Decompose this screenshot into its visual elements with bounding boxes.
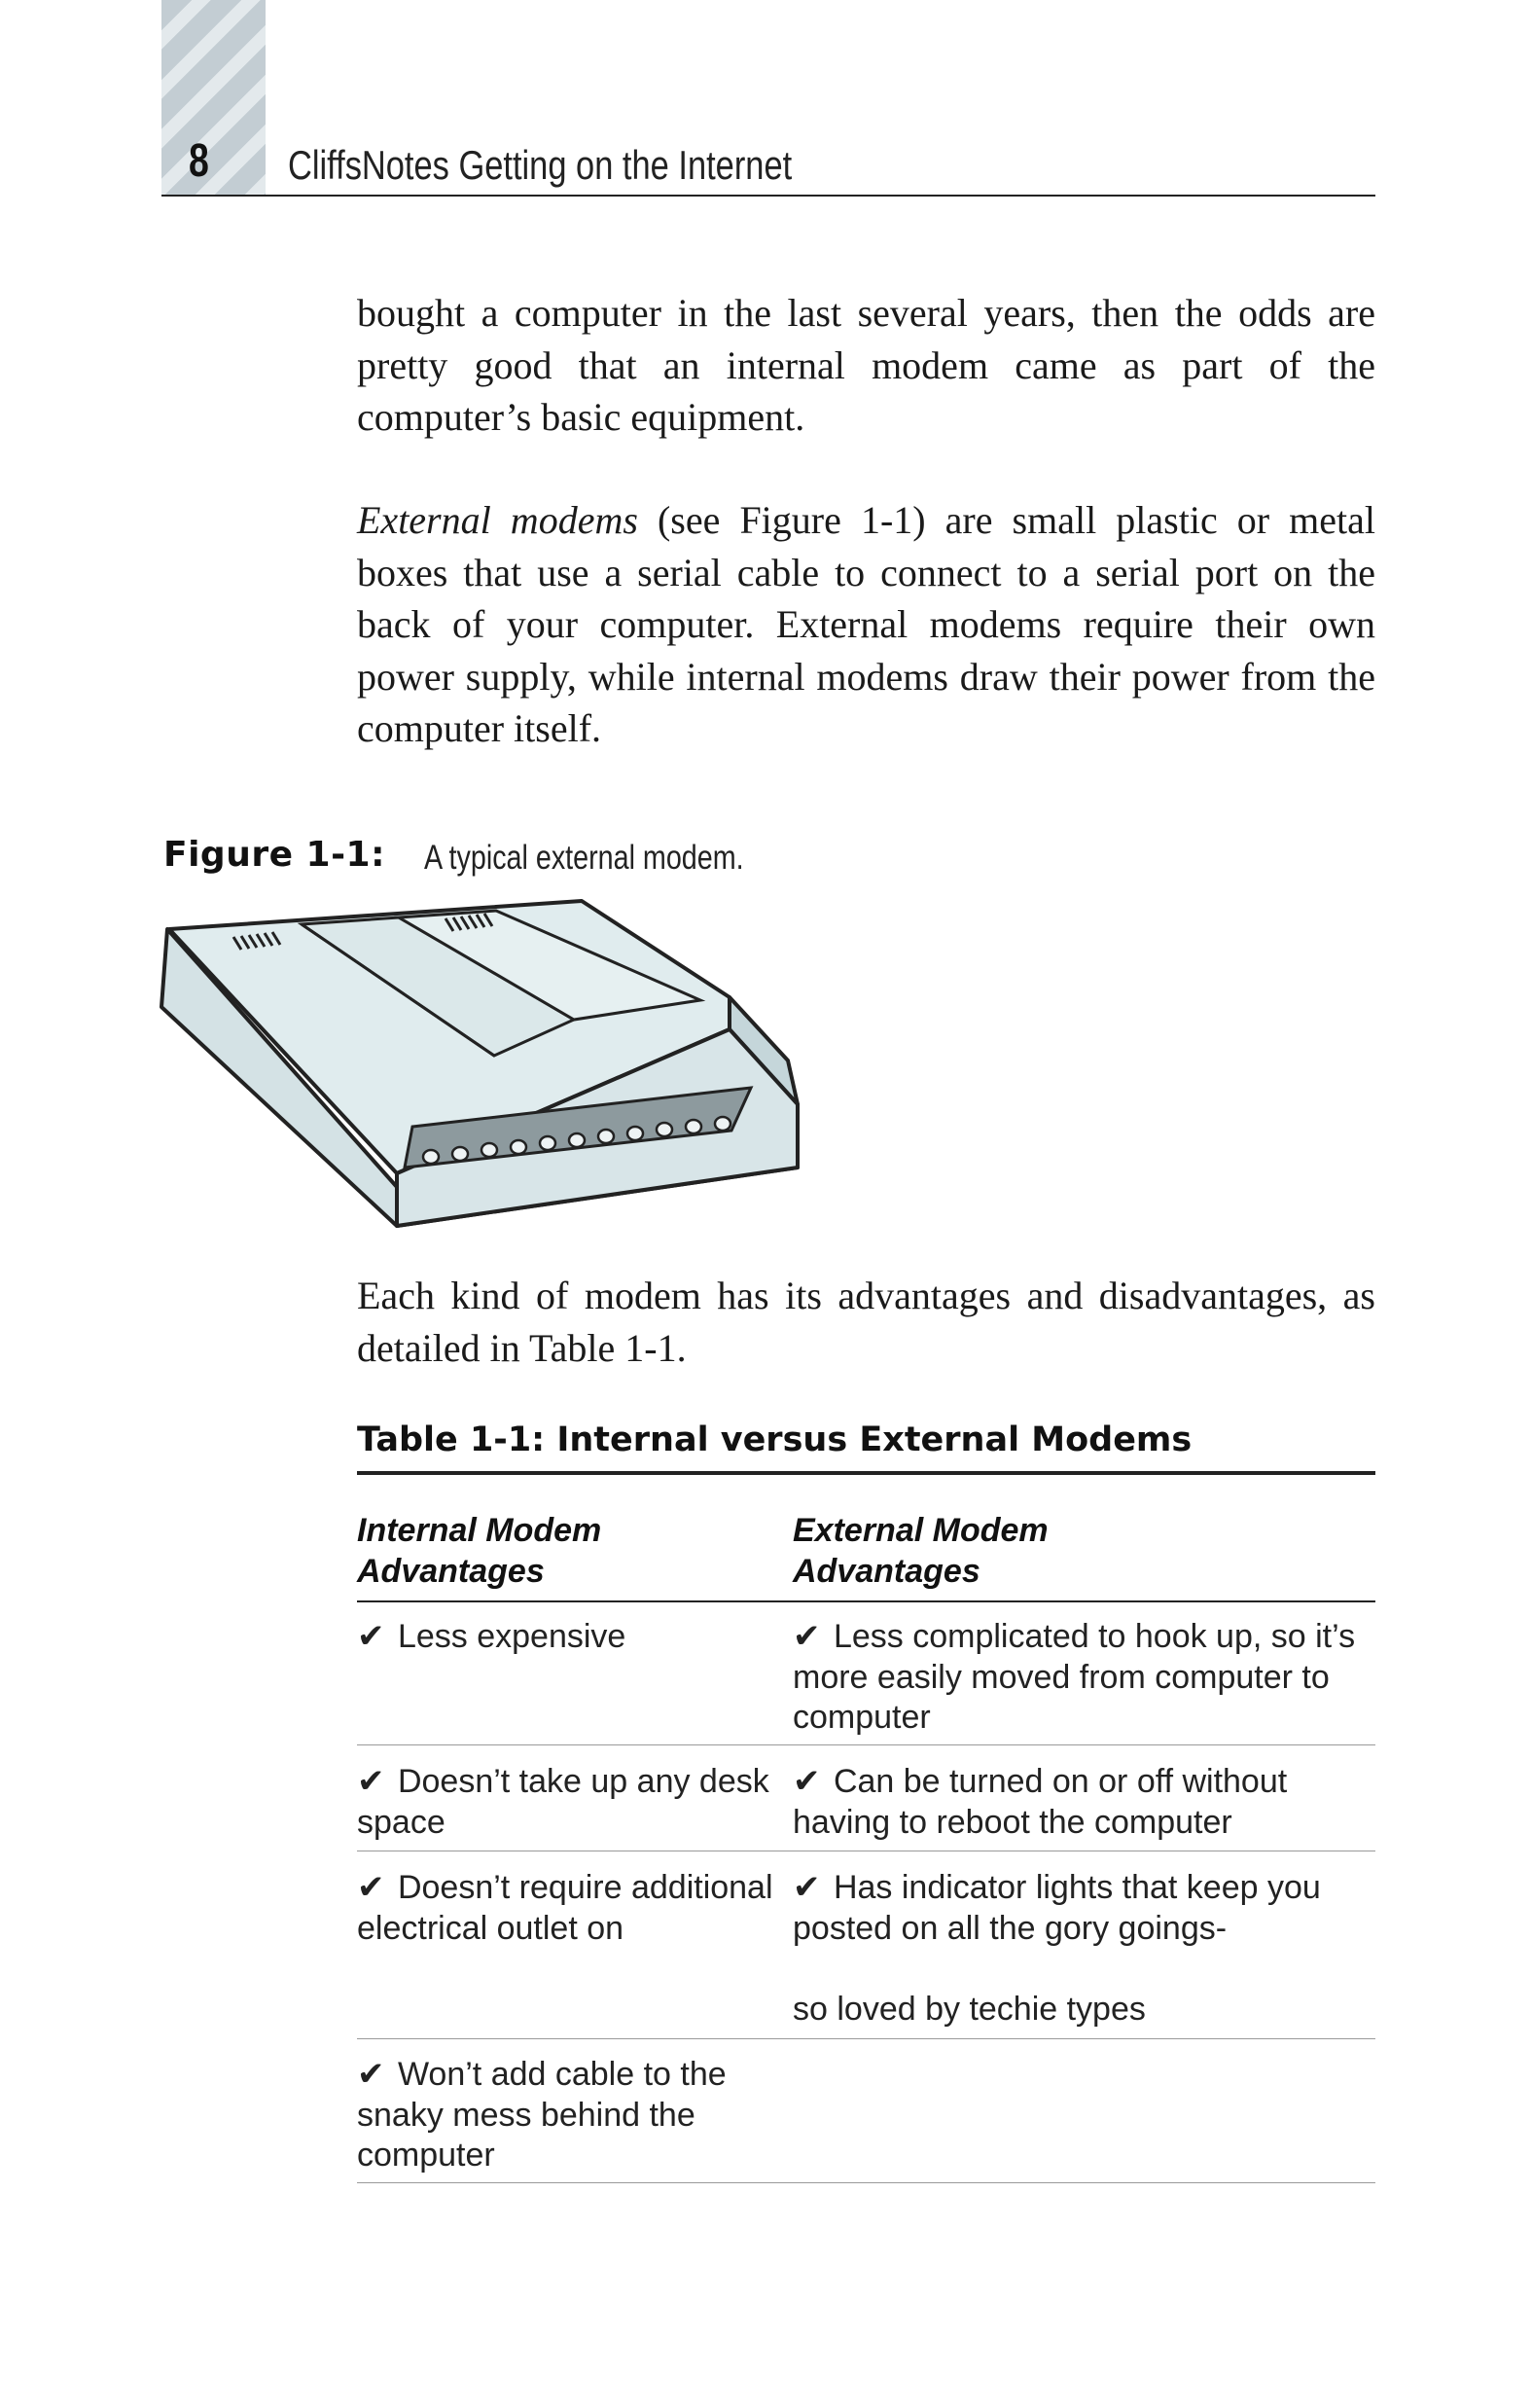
cell-text: Doesn’t take up any desk space [357,1763,769,1841]
paragraph-2 [357,494,1375,755]
header-rule [161,195,1375,197]
table-cell-external [793,1762,1376,1843]
external-modem-illustration [156,876,817,1240]
figure-label: Figure 1-1: [163,835,385,875]
check-icon: ✔ [793,1618,821,1655]
paragraph-1: bought a computer in the last several years, then the odds are pretty good that an internal modem came as part of the computer’s basic equipment. [357,291,1375,439]
col2-header-line2: Advantages [793,1553,980,1590]
table-cell-internal [357,1762,785,1843]
col1-header-line2: Advantages [357,1553,545,1590]
row-divider [357,2038,1375,2039]
check-icon: ✔ [357,1618,385,1655]
table-cell-external-continued: so loved by techie types [793,1991,1146,2028]
paragraph-2-text: (see Figure 1-1) are small plastic or metal boxes that use a serial cable to connect to a serial port on the back of your computer. External modems require their own power supply, while internal modems draw their power from the computer itself. [357,498,1376,750]
table-cell-internal [357,2055,785,2176]
table-cell-internal [357,1617,785,1658]
page-number: 8 [189,135,209,187]
table-cell-external [793,1868,1376,1949]
check-icon: ✔ [793,1869,821,1906]
table-cell-external [793,1617,1376,1739]
check-icon: ✔ [357,1763,385,1800]
table-title: Table 1-1: Internal versus External Modems [357,1420,1193,1459]
col1-header [357,1510,785,1592]
table-cell-internal [357,1868,785,1949]
col1-header-line1: Internal Modem [357,1512,602,1549]
table-top-rule [357,1471,1375,1475]
figure-caption: A typical external modem. [424,839,744,877]
cell-text: Doesn’t require additional electrical outlet on [357,1869,773,1947]
paragraph-3: Each kind of modem has its advantages and disadvantages, as detailed in Table 1-1. [357,1274,1375,1370]
cell-text: Won’t add cable to the snaky mess behind the computer [357,2056,727,2174]
cell-text: Less complicated to hook up, so it’s more easily moved from computer to computer [793,1618,1356,1736]
check-icon: ✔ [793,1763,821,1800]
table-bottom-rule [357,2182,1375,2183]
check-icon: ✔ [357,1869,385,1906]
external-modems-term: External modems [357,498,638,542]
cell-text: Less expensive [397,1618,626,1655]
col2-header-line1: External Modem [793,1512,1049,1549]
cell-text: Has indicator lights that keep you posted on all the gory goings- [793,1869,1321,1947]
col2-header [793,1510,1376,1592]
cell-text: Can be turned on or off without having to reboot the computer [793,1763,1288,1841]
row-divider [357,1744,1375,1745]
check-icon: ✔ [357,2056,385,2093]
header-bottom-rule [357,1600,1375,1602]
running-head: CliffsNotes Getting on the Internet [288,142,793,188]
